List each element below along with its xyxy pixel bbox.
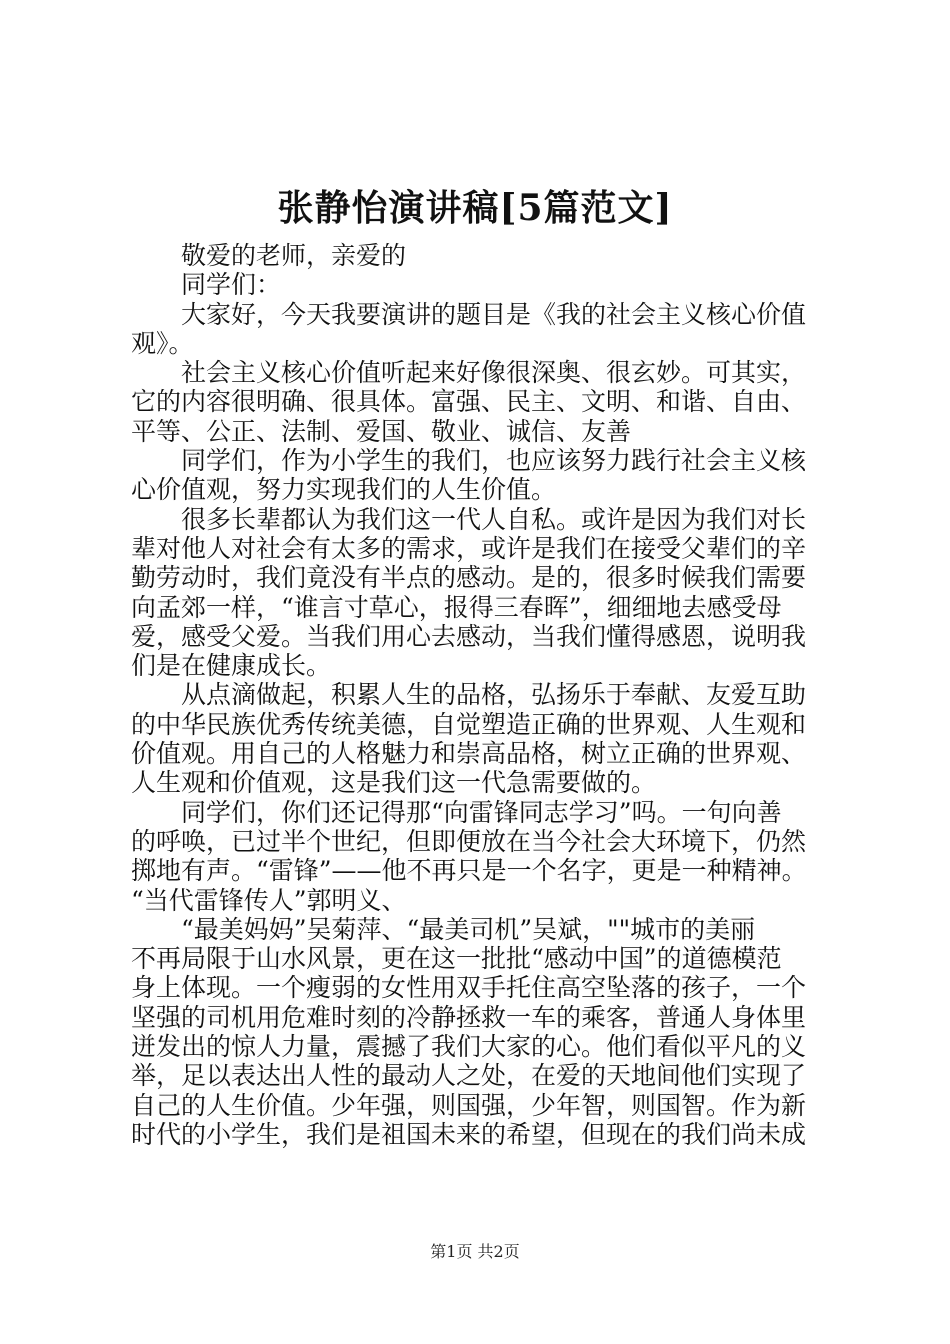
text-line: 社会主义核心价值听起来好像很深奥、很玄妙。可其实， (181, 358, 807, 388)
text-line: 大家好，今天我要演讲的题目是《我的社会主义核心价值 (181, 299, 807, 329)
text-line: 价值观。用自己的人格魅力和崇高品格，树立正确的世界观、 (131, 739, 807, 769)
text-line: 举，足以表达出人性的最动人之处，在爱的天地间他们实现了 (131, 1061, 807, 1091)
text-line: 勤劳动时，我们竟没有半点的感动。是的，很多时候我们需要 (131, 563, 807, 593)
text-line: “当代雷锋传人”郭明义、 (131, 885, 407, 915)
text-line: 人生观和价值观，这是我们这一代急需要做的。 (131, 768, 657, 798)
text-line: 身上体现。一个瘦弱的女性用双手托住高空坠落的孩子，一个 (131, 973, 807, 1003)
text-line: 从点滴做起，积累人生的品格，弘扬乐于奉献、友爱互助 (181, 680, 807, 710)
text-line: 不再局限于山水风景，更在这一批批“感动中国”的道德模范 (131, 944, 782, 974)
text-line: 它的内容很明确、很具体。富强、民主、文明、和谐、自由、 (131, 387, 807, 417)
text-line: “最美妈妈”吴菊萍、“最美司机”吴斌，""城市的美丽 (181, 914, 756, 944)
document-body (131, 241, 841, 1149)
text-line: 平等、公正、法制、爱国、敬业、诚信、友善 (131, 416, 632, 446)
text-line: 很多长辈都认为我们这一代人自私。或许是因为我们对长 (181, 504, 807, 534)
page-footer: 第1页 共2页 (430, 1242, 520, 1261)
text-line: 辈对他人对社会有太多的需求，或许是我们在接受父辈们的辛 (131, 533, 807, 563)
text-line: 向孟郊一样，“谁言寸草心，报得三春晖”，细细地去感受母 (131, 592, 782, 622)
text-line: 同学们，作为小学生的我们，也应该努力践行社会主义核 (181, 446, 807, 476)
text-line: 观》。 (131, 328, 194, 358)
text-line: 的呼唤，已过半个世纪，但即便放在当今社会大环境下，仍然 (131, 826, 807, 856)
text-line: 心价值观，努力实现我们的人生价值。 (131, 475, 557, 505)
text-line: 迸发出的惊人力量，震撼了我们大家的心。他们看似平凡的义 (131, 1032, 807, 1062)
text-line: 掷地有声。“雷锋”——他不再只是一个名字，更是一种精神。 (131, 856, 807, 886)
text-line: 的中华民族优秀传统美德，自觉塑造正确的世界观、人生观和 (131, 709, 807, 739)
text-line: 爱，感受父爱。当我们用心去感动，当我们懂得感恩，说明我 (131, 621, 807, 651)
text-line: 坚强的司机用危难时刻的冷静拯救一车的乘客，普通人身体里 (131, 1002, 807, 1032)
text-line: 自己的人生价值。少年强，则国强，少年智，则国智。作为新 (131, 1090, 807, 1120)
text-line: 时代的小学生，我们是祖国未来的希望，但现在的我们尚未成 (131, 1119, 807, 1149)
text-line: 同学们，你们还记得那“向雷锋同志学习”吗。一句向善 (181, 797, 782, 827)
document-title: 张静怡演讲稿[5篇范文] (277, 187, 673, 229)
text-line: 敬爱的老师，亲爱的 (181, 241, 407, 270)
text-line: 们是在健康成长。 (131, 651, 332, 681)
text-line: 同学们： (181, 270, 282, 300)
